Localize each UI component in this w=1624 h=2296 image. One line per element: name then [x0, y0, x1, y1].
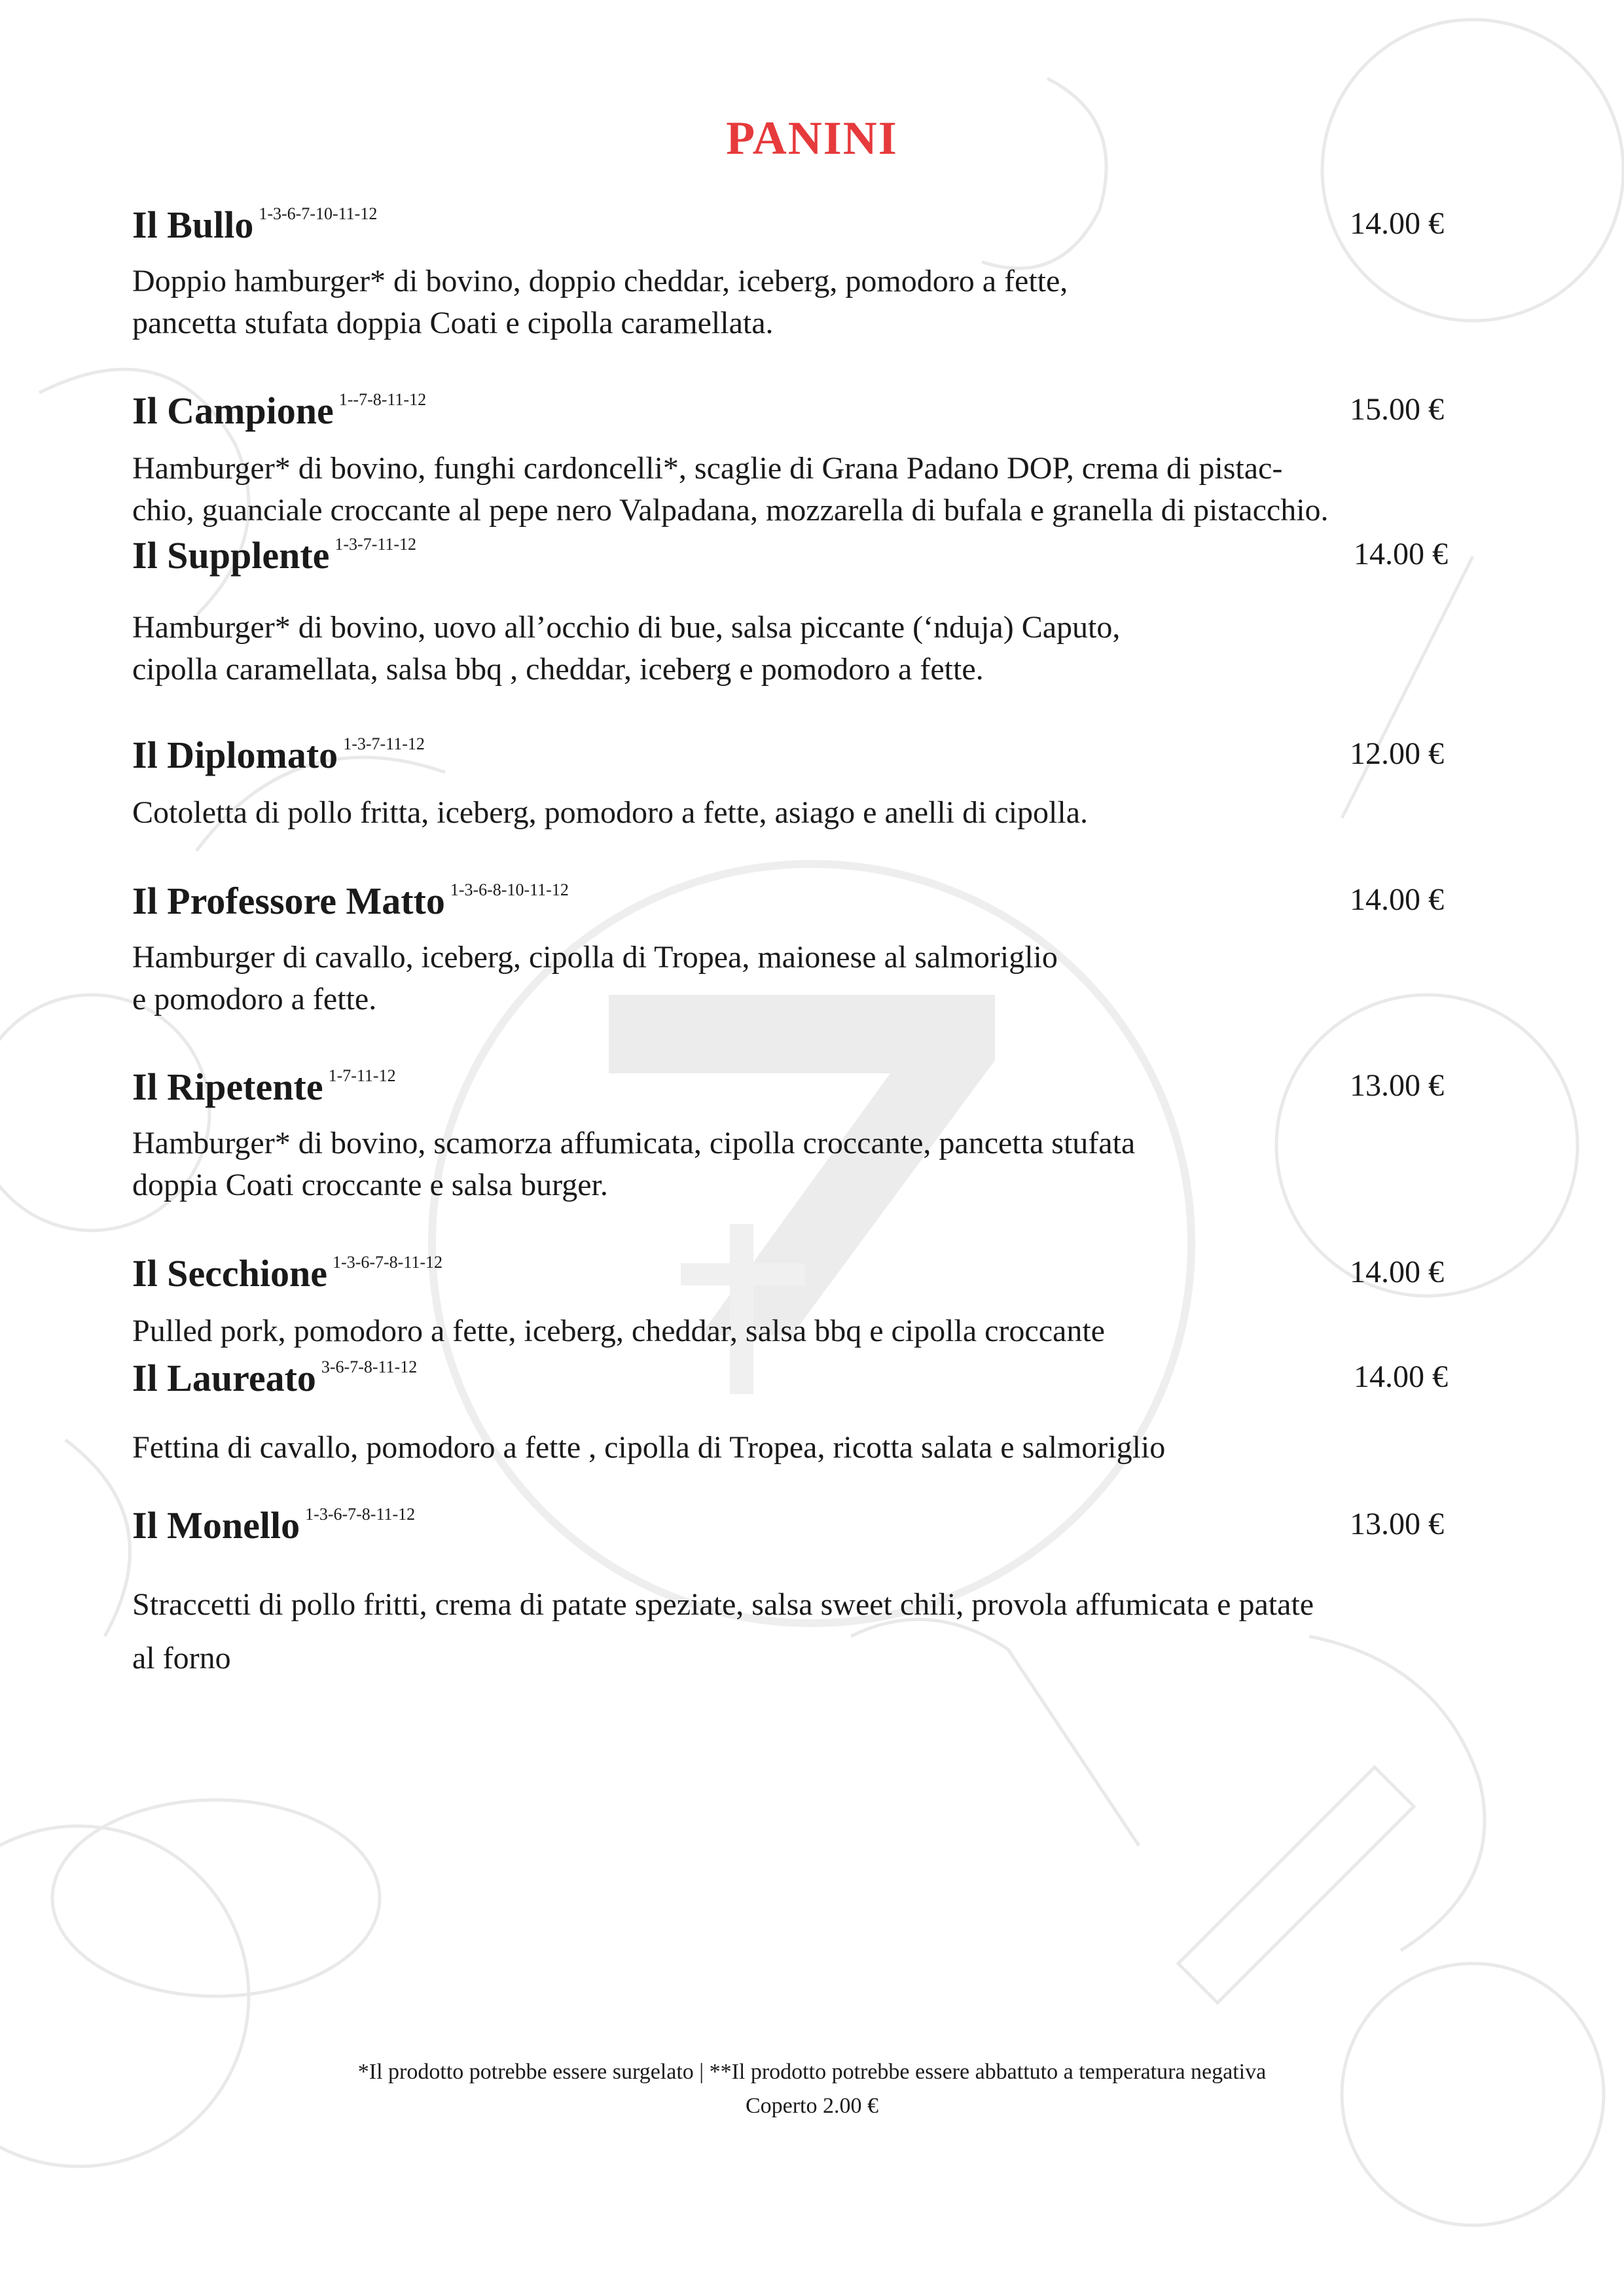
footer-coperto: Coperto 2.00 €	[745, 2094, 879, 2118]
item-price: 15.00 €	[1350, 392, 1444, 427]
item-description: Hamburger* di bovino, uovo all’occhio di bue, salsa piccante (‘nduja) Caputo, cipolla caramellata, salsa bbq , cheddar, iceberg e pomodoro a fette.	[132, 610, 1121, 687]
menu-item-il-professore-matto	[132, 879, 1507, 1016]
item-name: Il Bullo $^{1-3-6-7-10-11-12}$	[132, 204, 378, 246]
item-description: Hamburger di cavallo, iceberg, cipolla di Tropea, maionese al salmoriglio e pomodoro a fette.	[132, 940, 1058, 1016]
item-name: Il Professore Matto $^{1-3-6-8-10-11-12}$	[132, 880, 569, 922]
item-price: 13.00 €	[1350, 1068, 1444, 1103]
item-allergens: 1-3-6-8-10-11-12	[450, 880, 569, 899]
item-price: 14.00 €	[1350, 882, 1444, 917]
item-price: 14.00 €	[1354, 1359, 1448, 1394]
menu-item-il-laureato	[132, 1356, 1507, 1465]
item-name: Il Diplomato $^{1-3-7-11-12}$	[132, 734, 425, 776]
item-price: 14.00 €	[1350, 1255, 1444, 1289]
item-description: Hamburger* di bovino, funghi cardoncelli*, scaglie di Grana Padano DOP, crema di pistac- chio, guanciale croccante al pepe nero Valpadana, mozzarella di bufala e granella di pistacchio.	[132, 451, 1329, 528]
menu-title: PANINI	[726, 112, 898, 164]
item-description: Straccetti di pollo fritti, crema di patate speziate, salsa sweet chili, provola affumicata e patate al forno	[132, 1587, 1314, 1676]
item-description: Pulled pork, pomodoro a fette, iceberg, cheddar, salsa bbq e cipolla croccante	[132, 1314, 1105, 1348]
item-allergens: 1--7-8-11-12	[338, 390, 427, 409]
item-description: Doppio hamburger* di bovino, doppio cheddar, iceberg, pomodoro a fette, pancetta stufata doppia Coati e cipolla caramellata.	[132, 264, 1068, 340]
item-allergens: 1-3-7-11-12	[334, 535, 417, 554]
footer-note: *Il prodotto potrebbe essere surgelato | **Il prodotto potrebbe essere abbattuto a temperatura negativa	[357, 2060, 1267, 2084]
menu-item-il-ripetente	[132, 1065, 1507, 1202]
menu-item-il-secchione	[132, 1251, 1507, 1348]
item-price: 14.00 €	[1354, 537, 1448, 571]
item-allergens: 1-3-6-7-8-11-12	[305, 1505, 416, 1524]
item-name: Il Campione $^{1--7-8-11-12}$	[132, 389, 427, 432]
item-allergens: 1-3-6-7-10-11-12	[259, 204, 378, 223]
item-allergens: 1-3-6-7-8-11-12	[333, 1253, 443, 1272]
item-description: Hamburger* di bovino, scamorza affumicata, cipolla croccante, pancetta stufata doppia Coati croccante e salsa burger.	[132, 1126, 1136, 1202]
item-name: Il Laureato $^{3-6-7-8-11-12}$	[132, 1357, 418, 1399]
item-description: Fettina di cavallo, pomodoro a fette , cipolla di Tropea, ricotta salata e salmoriglio	[132, 1430, 1166, 1465]
item-allergens: 1-7-11-12	[328, 1066, 396, 1085]
footer	[0, 2055, 1624, 2123]
item-price: 13.00 €	[1350, 1507, 1444, 1541]
item-name: Il Monello $^{1-3-6-7-8-11-12}$	[132, 1504, 416, 1547]
item-description: Cotoletta di pollo fritta, iceberg, pomodoro a fette, asiago e anelli di cipolla.	[132, 795, 1089, 830]
item-allergens: 1-3-7-11-12	[343, 734, 425, 753]
menu-item-il-campione	[132, 389, 1507, 528]
item-allergens: 3-6-7-8-11-12	[321, 1357, 418, 1376]
item-name: Il Secchione $^{1-3-6-7-8-11-12}$	[132, 1252, 443, 1295]
menu-item-il-supplente	[132, 533, 1507, 687]
item-price: 12.00 €	[1350, 736, 1444, 771]
item-name: Il Ripetente $^{1-7-11-12}$	[132, 1066, 396, 1108]
menu-item-il-diplomato	[132, 733, 1507, 830]
item-name: Il Supplente $^{1-3-7-11-12}$	[132, 534, 417, 577]
menu-item-il-bullo	[132, 203, 1507, 340]
item-price: 14.00 €	[1350, 206, 1444, 241]
menu-item-il-monello	[132, 1503, 1507, 1676]
